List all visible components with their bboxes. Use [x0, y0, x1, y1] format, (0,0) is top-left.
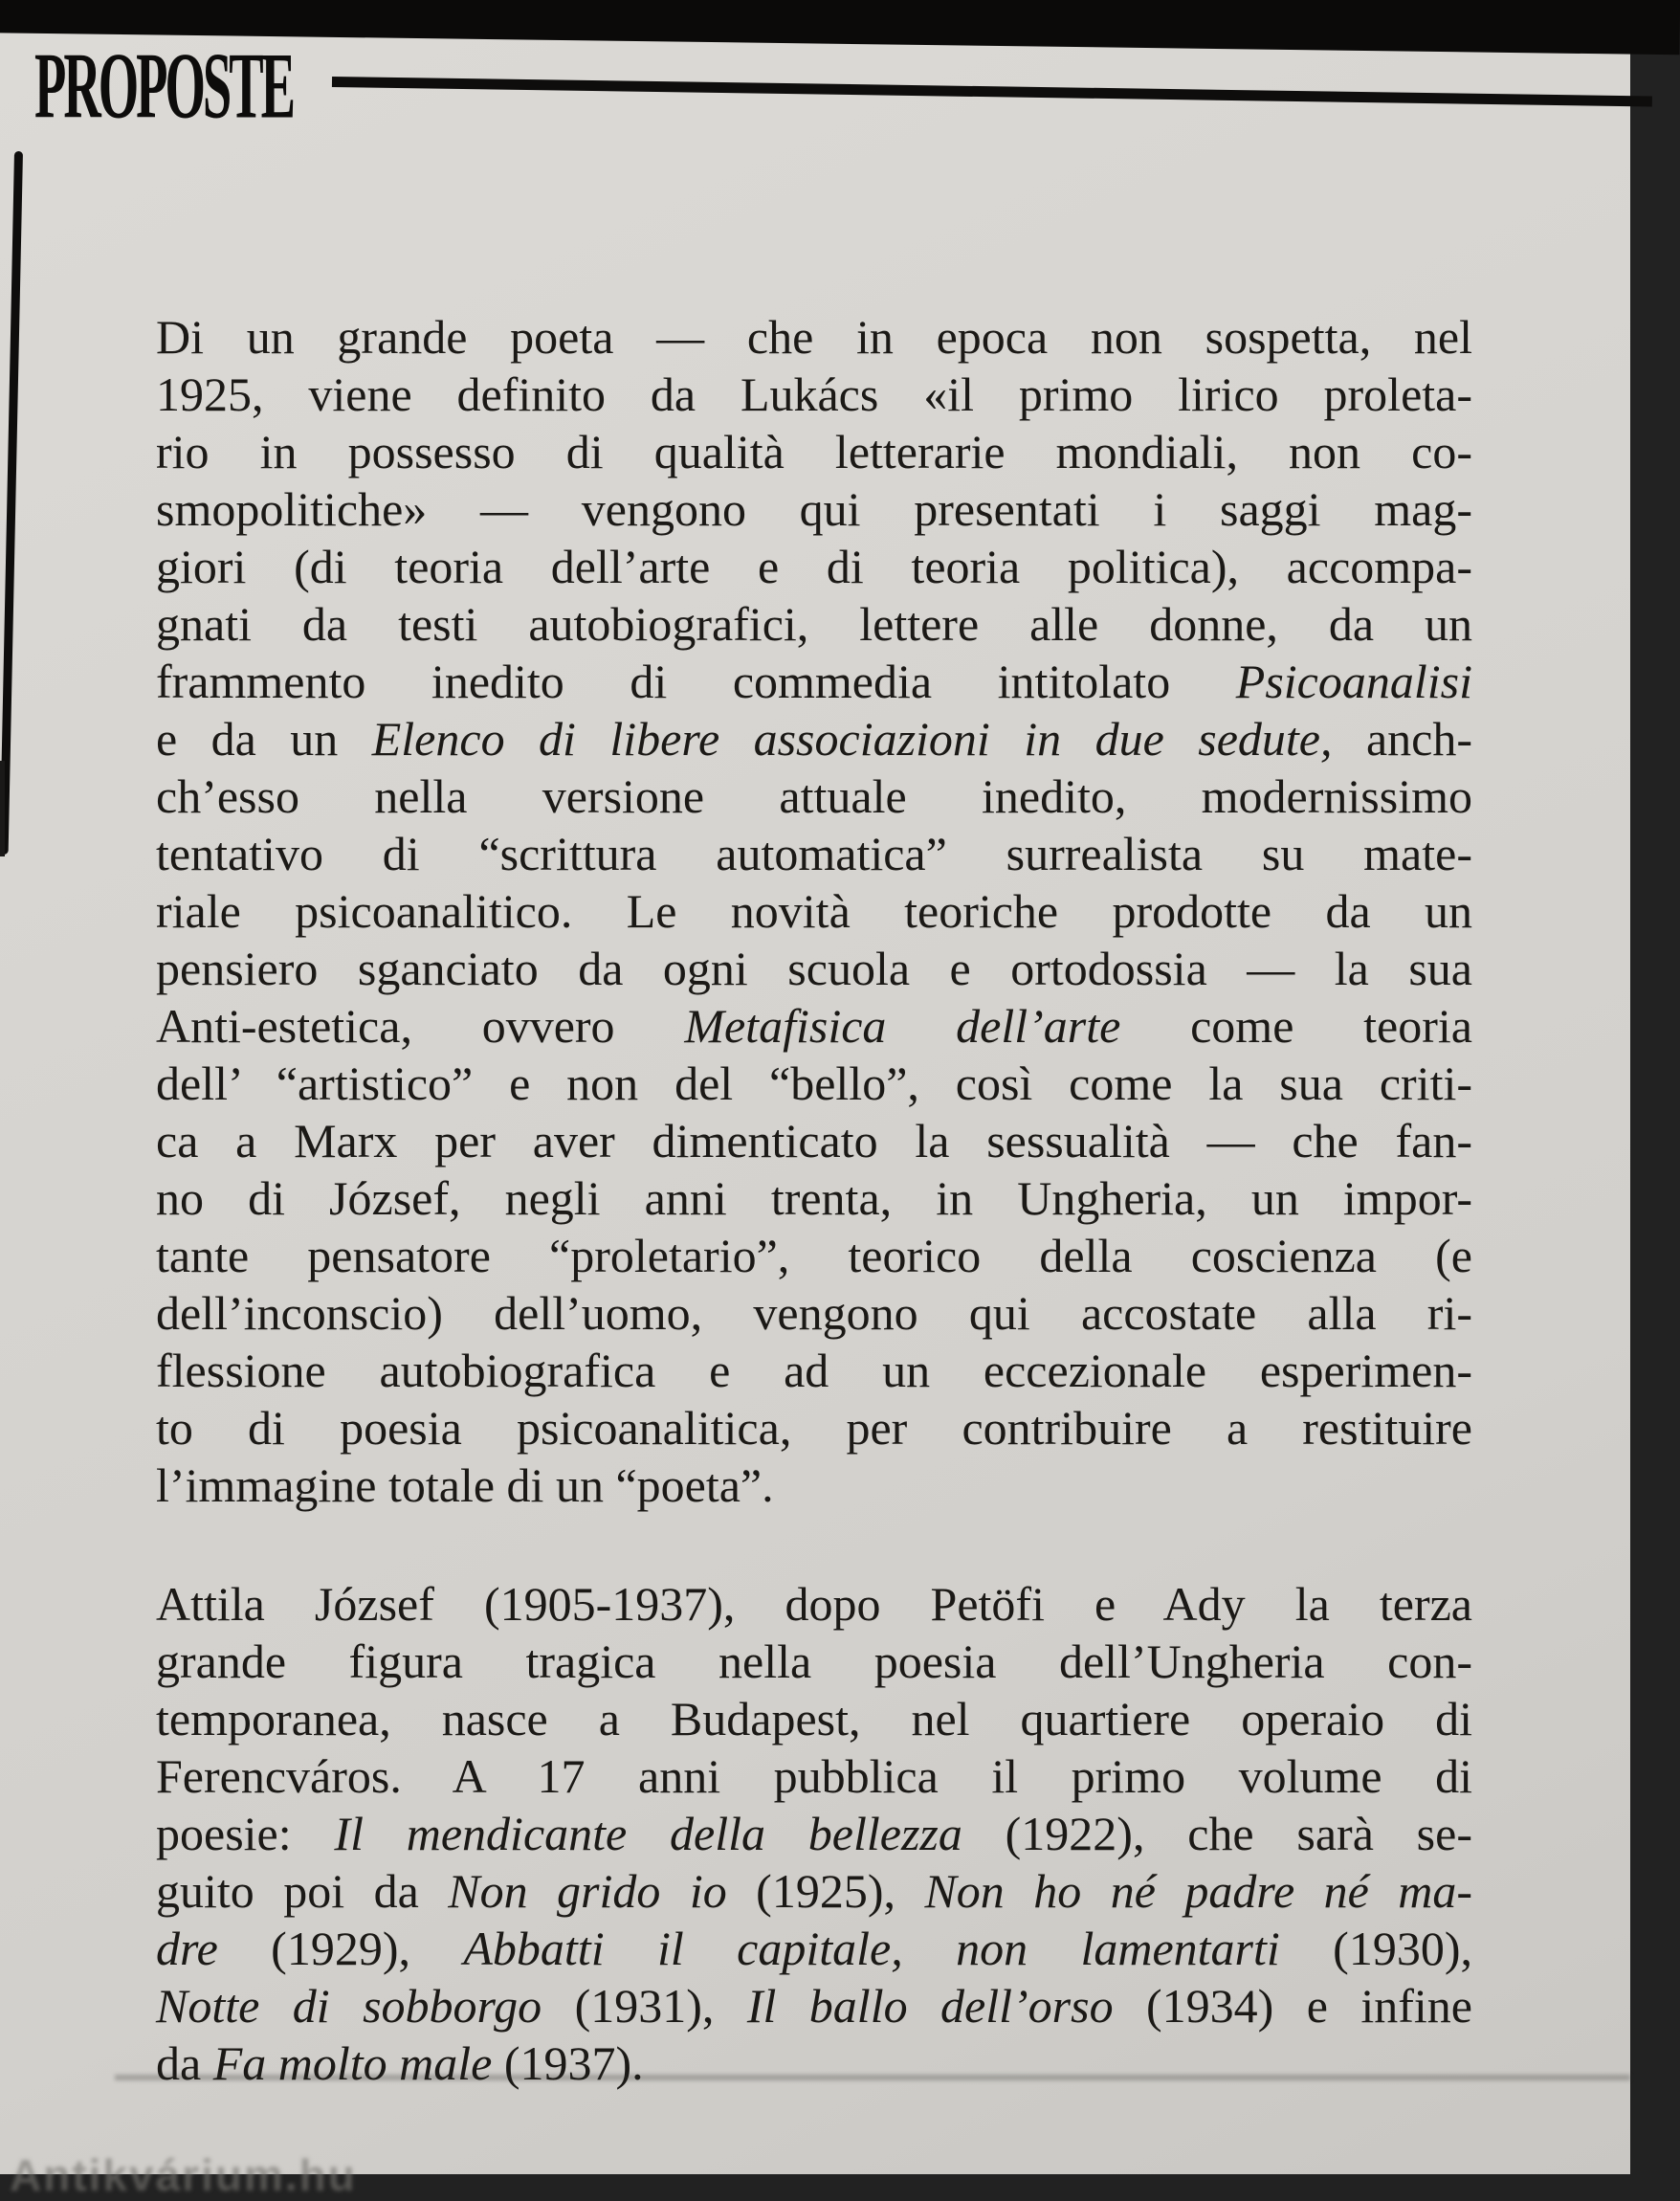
text-line: ch’esso nella versione attuale inedito, modernissimo [156, 769, 1472, 823]
text-line: 1925, viene definito da Lukács «il primo lirico proleta- [156, 367, 1472, 421]
text-line: rio in possesso di qualità letterarie mondiali, non co- [156, 425, 1472, 478]
text-line: dre (1929), Abbatti il capitale, non lamentarti (1930), [156, 1922, 1472, 1975]
text-line: Di un grande poeta — che in epoca non sospetta, nel [156, 310, 1472, 364]
text-line: Notte di sobborgo (1931), Il ballo dell’orso (1934) e infine [156, 1979, 1472, 2033]
text-line: to di poesia psicoanalitica, per contribuire a restituire [156, 1401, 1472, 1455]
text-line: Anti-estetica, ovvero Metafisica dell’arte come teoria [156, 999, 1472, 1053]
text-line: gnati da testi autobiografici, lettere alle donne, da un [156, 597, 1472, 651]
paragraph-essay-description [156, 308, 1472, 1514]
text-line: grande figura tragica nella poesia dell’Ungheria con- [156, 1634, 1472, 1688]
text-line: dell’inconscio) dell’uomo, vengono qui accostate alla ri- [156, 1286, 1472, 1340]
left-border-line [0, 151, 23, 855]
scan-shadow-line [115, 2075, 1630, 2080]
text-line: tentativo di “scrittura automatica” surrealista su mate- [156, 827, 1472, 880]
text-line: temporanea, nasce a Budapest, nel quartiere operaio di [156, 1692, 1472, 1745]
watermark: Antikvárium.hu [10, 2150, 357, 2200]
text-line: Ferencváros. A 17 anni pubblica il primo volume di [156, 1749, 1472, 1803]
text-line: dell’ “artistico” e non del “bello”, così come la sua criti- [156, 1056, 1472, 1110]
text-line: e da un Elenco di libere associazioni in due sedute, anch- [156, 712, 1472, 766]
text-line: l’immagine totale di un “poeta”. [156, 1458, 774, 1512]
text-line: flessione autobiografica e ad un eccezionale esperimen- [156, 1344, 1472, 1397]
text-line: pensiero sganciato da ogni scuola e ortodossia — la sua [156, 942, 1472, 995]
text-line: no di József, negli anni trenta, in Ungheria, un impor- [156, 1171, 1472, 1225]
text-line: ca a Marx per aver dimenticato la sessualità — che fan- [156, 1114, 1472, 1167]
masthead-rule [332, 77, 1652, 106]
paragraph-author-biography [156, 1575, 1472, 2092]
text-line: Attila József (1905-1937), dopo Petöfi e Ady la terza [156, 1577, 1472, 1631]
scan-edge-artifact [0, 761, 5, 856]
text-line: smopolitiche» — vengono qui presentati i saggi mag- [156, 482, 1472, 536]
body-text [156, 308, 1472, 2092]
text-line: giori (di teoria dell’arte e di teoria politica), accompa- [156, 540, 1472, 593]
text-line: poesie: Il mendicante della bellezza (1922), che sarà se- [156, 1807, 1472, 1860]
masthead-title: PROPOSTE [34, 34, 294, 140]
text-line: frammento inedito di commedia intitolato Psicoanalisi [156, 655, 1472, 708]
text-line: riale psicoanalitico. Le novità teoriche prodotte da un [156, 884, 1472, 938]
text-line: tante pensatore “proletario”, teorico della coscienza (e [156, 1229, 1472, 1282]
text-line: guito poi da Non grido io (1925), Non ho né padre né ma- [156, 1864, 1473, 1918]
text-line: da Fa molto male (1937). [156, 2036, 644, 2090]
